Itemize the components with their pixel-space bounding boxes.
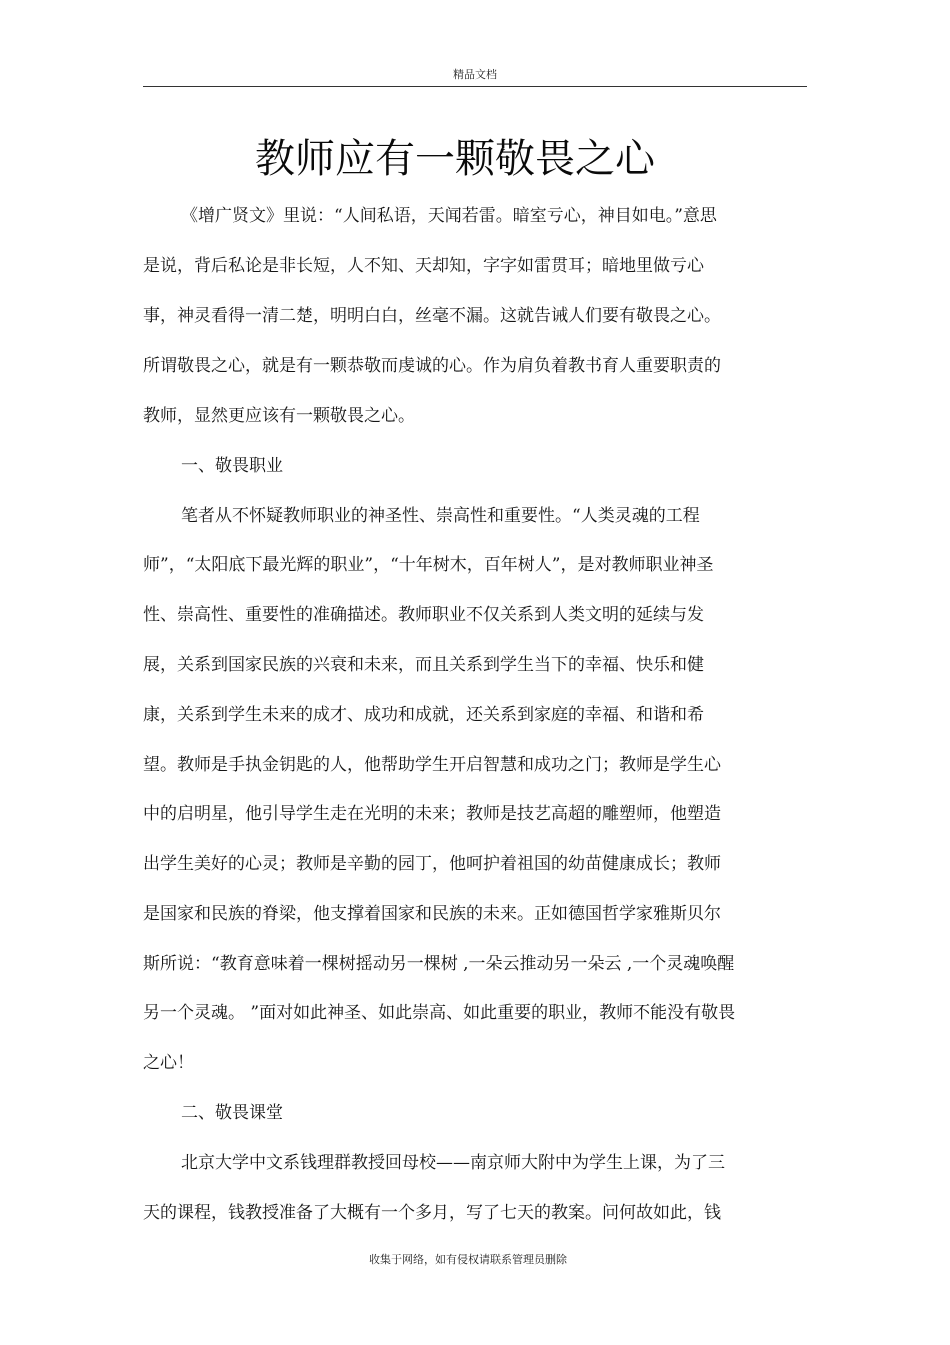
paragraph-line: 是国家和民族的脊梁，他支撑着国家和民族的未来。正如德国哲学家雅斯贝尔 [143,904,721,924]
paragraph-line: 教师，显然更应该有一颗敬畏之心。 [143,406,415,426]
paragraph-line: 事，神灵看得一清二楚，明明白白，丝毫不漏。这就告诫人们要有敬畏之心。 [143,306,721,326]
paragraph-line: 笔者从不怀疑教师职业的神圣性、崇高性和重要性。“人类灵魂的工程 [181,506,700,526]
paragraph-line: 《增广贤文》里说：“人间私语，天闻若雷。暗室亏心，神目如电。”意思 [181,206,717,226]
paragraph-line: 师”，“太阳底下最光辉的职业”，“十年树木，百年树人”，是对教师职业神圣 [143,555,714,575]
paragraph-line: 北京大学中文系钱理群教授回母校——南京师大附中为学生上课，为了三 [181,1153,725,1173]
document-title: 教师应有一颗敬畏之心 [255,136,655,182]
paragraph-line: 天的课程，钱教授准备了大概有一个多月，写了七天的教案。问何故如此，钱 [143,1203,721,1223]
paragraph-line: 斯所说：“教育意味着一棵树摇动另一棵树 ,一朵云推动另一朵云 ,一个灵魂唤醒 [143,954,735,974]
header-divider [143,86,807,87]
paragraph-line: 出学生美好的心灵；教师是辛勤的园丁，他呵护着祖国的幼苗健康成长；教师 [143,854,721,874]
section-heading: 一、敬畏职业 [181,456,283,476]
paragraph-line: 康，关系到学生未来的成才、成功和成就，还关系到家庭的幸福、和谐和希 [143,705,704,725]
paragraph-line: 望。教师是手执金钥匙的人，他帮助学生开启智慧和成功之门；教师是学生心 [143,755,721,775]
paragraph-line: 所谓敬畏之心，就是有一颗恭敬而虔诚的心。作为肩负着教书育人重要职责的 [143,356,721,376]
paragraph-line: 是说，背后私论是非长短，人不知、天却知，字字如雷贯耳；暗地里做亏心 [143,256,704,276]
page-footer-label: 收集于网络，如有侵权请联系管理员删除 [369,1253,567,1266]
paragraph-line: 中的启明星，他引导学生走在光明的未来；教师是技艺高超的雕塑师，他塑造 [143,804,721,824]
paragraph-line: 另一个灵魂。 ”面对如此神圣、如此崇高、如此重要的职业，教师不能没有敬畏 [143,1003,736,1023]
paragraph-line: 展，关系到国家民族的兴衰和未来，而且关系到学生当下的幸福、快乐和健 [143,655,704,675]
page-header-label: 精品文档 [453,68,497,81]
paragraph-line: 之心！ [143,1053,194,1073]
paragraph-line: 性、崇高性、重要性的准确描述。教师职业不仅关系到人类文明的延续与发 [143,605,704,625]
section-heading: 二、敬畏课堂 [181,1103,283,1123]
